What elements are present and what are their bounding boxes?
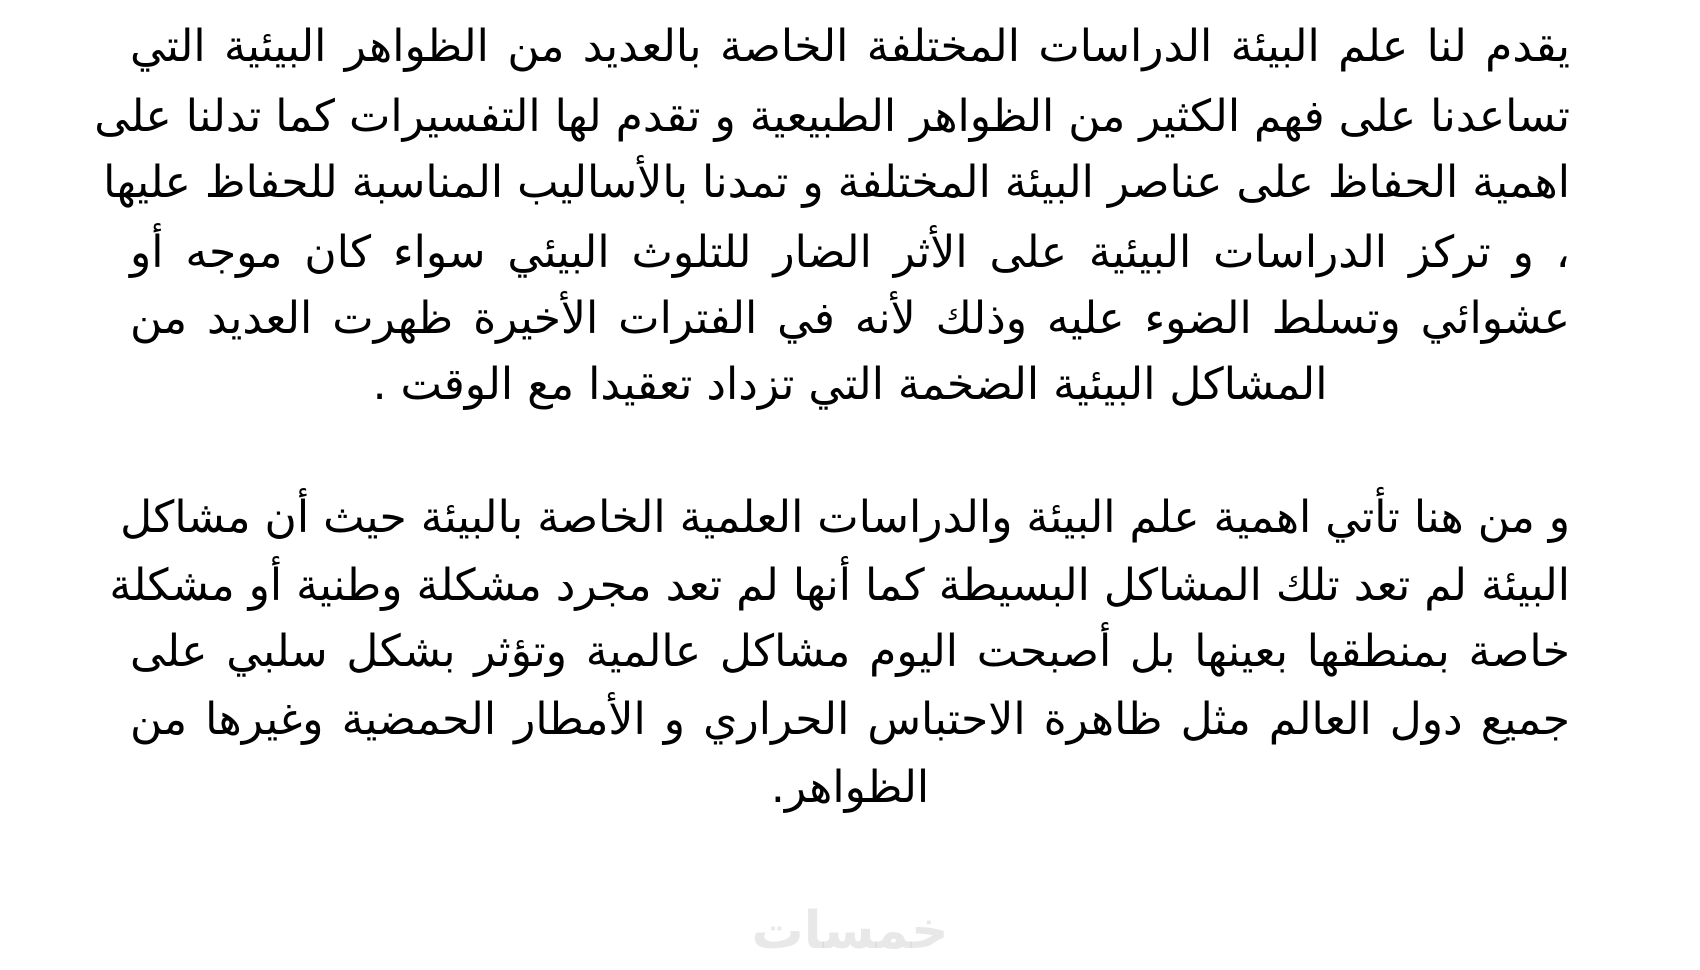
paragraph-1-line-5: عشوائي وتسلط الضوء عليه وذلك لأنه في الفترات الأخيرة ظهرت العديد من [130, 293, 1570, 344]
paragraph-2-line-2: البيئة لم تعد تلك المشاكل البسيطة كما أنها لم تعد مجرد مشكلة وطنية أو مشكلة [109, 560, 1570, 611]
paragraph-2-line-4: جميع دول العالم مثل ظاهرة الاحتباس الحراري و الأمطار الحمضية وغيرها من [130, 694, 1570, 745]
paragraph-1-line-6: المشاكل البيئية الضخمة التي تزداد تعقيدا مع الوقت . [372, 359, 1328, 410]
paragraph-2-line-5: الظواهر. [770, 762, 930, 813]
paragraph-1-line-3: اهمية الحفاظ على عناصر البيئة المختلفة و تمدنا بالأساليب المناسبة للحفاظ عليها [103, 157, 1570, 208]
cut-off-next-line [130, 955, 1570, 970]
paragraph-1-line-1: يقدم لنا علم البيئة الدراسات المختلفة الخاصة بالعديد من الظواهر البيئية التي [130, 21, 1570, 72]
paragraph-2-line-1: و من هنا تأتي اهمية علم البيئة والدراسات العلمية الخاصة بالبيئة حيث أن مشاكل [120, 492, 1570, 543]
paragraph-2-line-3: خاصة بمنطقها بعينها بل أصبحت اليوم مشاكل عالمية وتؤثر بشكل سلبي على [130, 626, 1570, 677]
paragraph-1-line-4: ، و تركز الدراسات البيئية على الأثر الضار للتلوث البيئي سواء كان موجه أو [130, 227, 1570, 278]
khamsat-watermark: خمسات [751, 901, 949, 961]
paragraph-1-line-2: تساعدنا على فهم الكثير من الظواهر الطبيعية و تقدم لها التفسيرات كما تدلنا على [94, 91, 1570, 142]
